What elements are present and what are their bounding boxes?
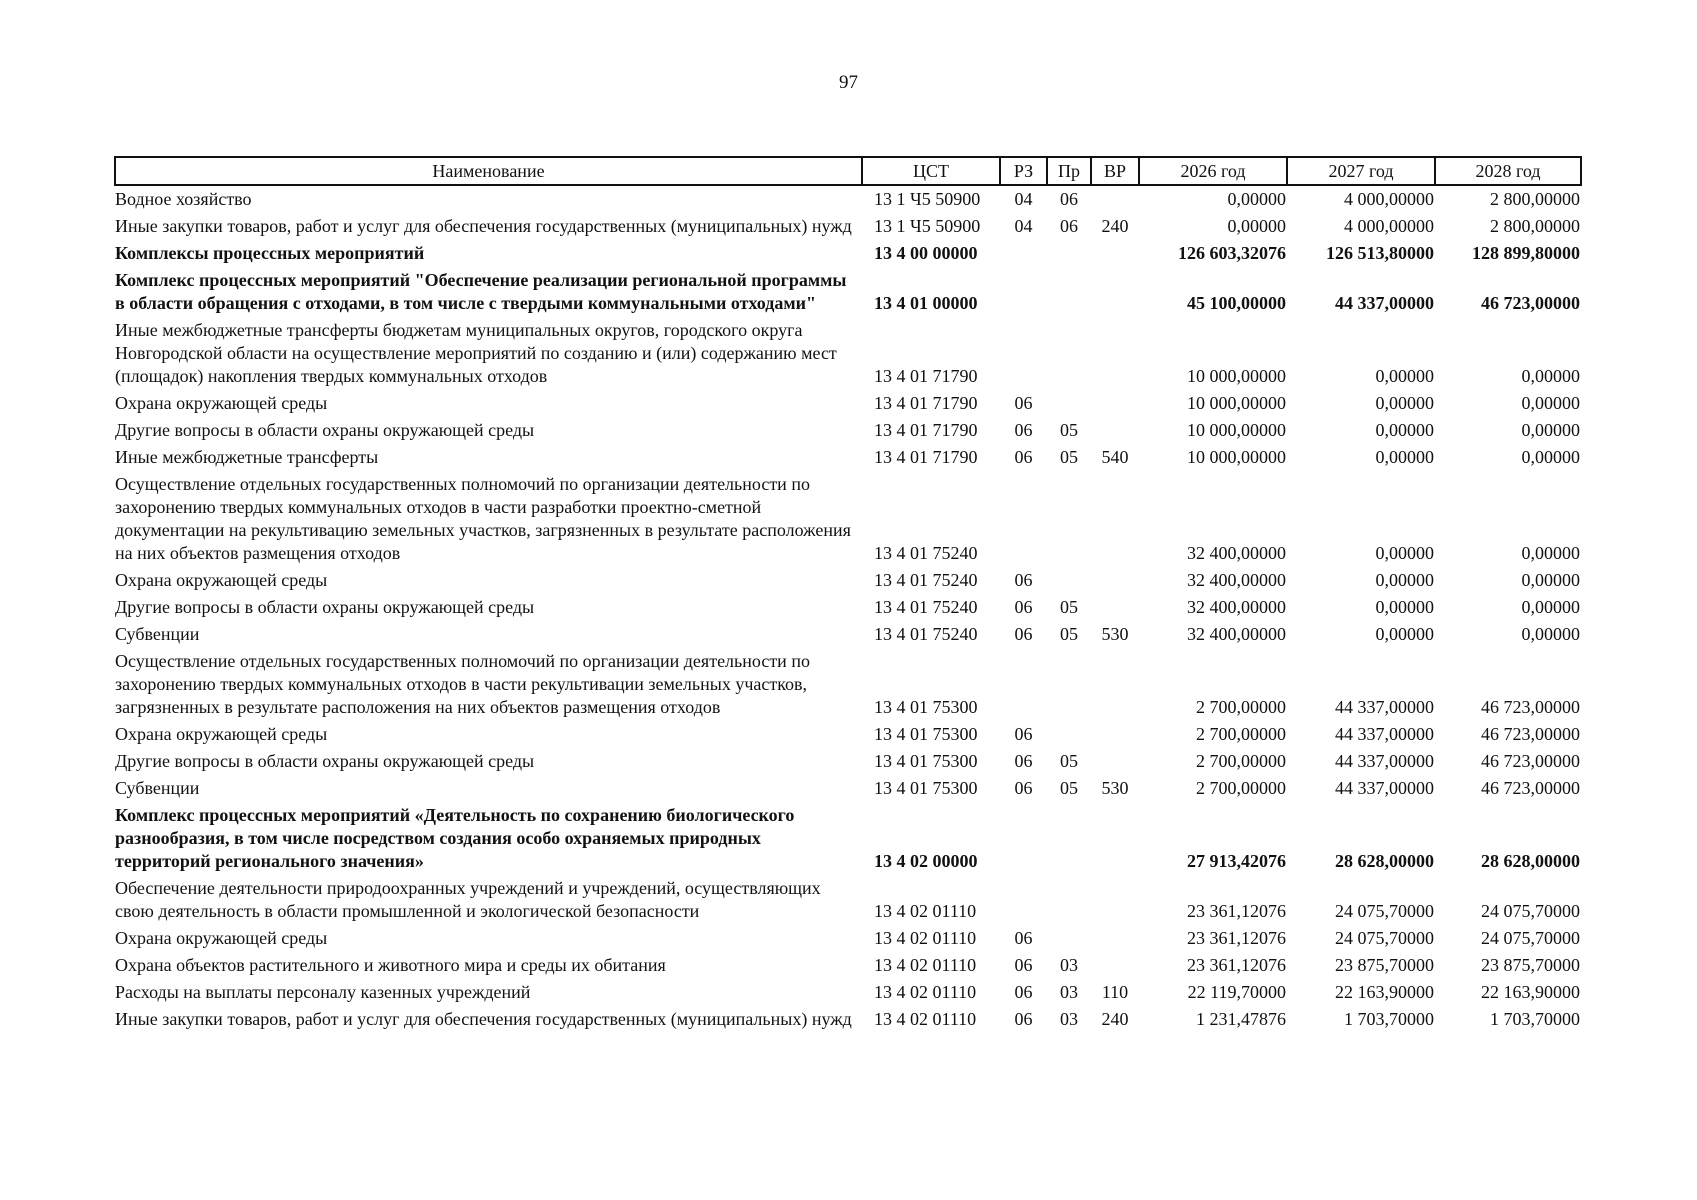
cell-2027: 44 337,00000	[1335, 724, 1434, 744]
cell-cst: 13 4 01 75240	[874, 624, 978, 644]
cell-2026: 23 361,12076	[1187, 928, 1286, 948]
cell-pr	[1047, 240, 1091, 267]
cell-2028: 46 723,00000	[1481, 724, 1580, 744]
cell-vr	[1091, 648, 1139, 721]
cell-name: Иные межбюджетные трансферты бюджетам муниципальных округов, городского округа Новгородской области на осуществление мероприятий по созданию и (или) содержанию мест (площадок) накопления твердых коммунальных отходов	[115, 320, 837, 386]
cell-pr	[1047, 567, 1091, 594]
cell-name: Водное хозяйство	[115, 189, 252, 209]
cell-2027: 0,00000	[1375, 570, 1434, 590]
cell-cst: 13 4 01 75300	[874, 724, 978, 744]
cell-name: Обеспечение деятельности природоохранных учреждений и учреждений, осуществляющих свою деятельность в области промышленной и экологической безопасности	[115, 878, 821, 921]
cell-cst: 13 4 02 00000	[874, 851, 978, 871]
cell-rz	[1000, 802, 1047, 875]
cell-pr	[1047, 802, 1091, 875]
budget-table	[114, 156, 1582, 1033]
cell-vr: 530	[1101, 778, 1129, 798]
cell-pr: 05	[1060, 420, 1078, 440]
cell-cst: 13 1 Ч5 50900	[874, 216, 981, 236]
cell-vr: 110	[1101, 982, 1129, 1002]
table-row	[115, 417, 1581, 444]
cell-cst: 13 4 01 71790	[874, 447, 978, 467]
cell-cst: 13 4 01 75240	[874, 570, 978, 590]
cell-cst: 13 4 02 01110	[874, 955, 977, 975]
cell-name: Субвенции	[115, 624, 200, 644]
cell-cst: 13 4 01 75240	[874, 543, 978, 563]
cell-rz	[1000, 648, 1047, 721]
cell-cst: 13 4 02 01110	[874, 901, 977, 921]
cell-2027: 0,00000	[1375, 447, 1434, 467]
cell-2026: 2 700,00000	[1196, 751, 1286, 771]
table-body	[115, 185, 1581, 1033]
table-row	[115, 802, 1581, 875]
header-pr: Пр	[1047, 157, 1091, 185]
cell-vr	[1091, 875, 1139, 925]
cell-2026: 23 361,12076	[1187, 955, 1286, 975]
cell-pr: 06	[1060, 216, 1078, 236]
cell-2027: 0,00000	[1375, 393, 1434, 413]
cell-2028: 24 075,70000	[1481, 928, 1580, 948]
cell-2027: 44 337,00000	[1335, 697, 1434, 717]
table-row	[115, 979, 1581, 1006]
cell-name: Охрана окружающей среды	[115, 928, 328, 948]
cell-2028: 22 163,90000	[1481, 982, 1580, 1002]
cell-2028: 46 723,00000	[1481, 778, 1580, 798]
cell-2027: 24 075,70000	[1335, 901, 1434, 921]
cell-2028: 46 723,00000	[1481, 697, 1580, 717]
cell-cst: 13 4 02 01110	[874, 1009, 977, 1029]
cell-rz: 06	[1014, 447, 1033, 467]
header-2026: 2026 год	[1139, 157, 1287, 185]
cell-rz: 06	[1014, 928, 1033, 948]
cell-name: Осуществление отдельных государственных полномочий по организации деятельности по захоронению твердых коммунальных отходов в части рекультивации земельных участков, загрязненных в результате расположения на них объектов размещения отходов	[115, 651, 810, 717]
cell-2026: 32 400,00000	[1187, 624, 1286, 644]
cell-rz	[1000, 317, 1047, 390]
cell-name: Другие вопросы в области охраны окружающей среды	[115, 420, 535, 440]
cell-2028: 0,00000	[1521, 447, 1580, 467]
cell-pr	[1047, 648, 1091, 721]
cell-vr	[1091, 240, 1139, 267]
cell-2026: 1 231,47876	[1196, 1009, 1286, 1029]
table-row	[115, 775, 1581, 802]
cell-2028: 2 800,00000	[1490, 189, 1580, 209]
cell-name: Другие вопросы в области охраны окружающей среды	[115, 597, 535, 617]
cell-2027: 126 513,80000	[1326, 243, 1434, 263]
cell-2026: 32 400,00000	[1187, 570, 1286, 590]
cell-vr	[1091, 748, 1139, 775]
cell-pr	[1047, 390, 1091, 417]
cell-rz: 06	[1014, 1009, 1033, 1029]
cell-2027: 23 875,70000	[1335, 955, 1434, 975]
cell-rz: 06	[1014, 420, 1033, 440]
cell-cst: 13 4 01 00000	[874, 293, 978, 313]
cell-vr: 240	[1101, 1009, 1129, 1029]
cell-vr	[1091, 390, 1139, 417]
cell-vr	[1091, 802, 1139, 875]
cell-vr	[1091, 317, 1139, 390]
cell-pr	[1047, 471, 1091, 567]
cell-cst: 13 4 01 71790	[874, 366, 978, 386]
table-row	[115, 594, 1581, 621]
header-rz: РЗ	[1000, 157, 1047, 185]
cell-2028: 0,00000	[1521, 624, 1580, 644]
cell-2026: 32 400,00000	[1187, 597, 1286, 617]
cell-pr	[1047, 721, 1091, 748]
cell-pr	[1047, 925, 1091, 952]
cell-pr: 03	[1060, 955, 1078, 975]
cell-cst: 13 4 01 75300	[874, 778, 978, 798]
cell-2027: 0,00000	[1375, 420, 1434, 440]
cell-name: Комплекс процессных мероприятий "Обеспечение реализации региональной программы в области обращения с отходами, в том числе с твердыми коммунальными отходами"	[115, 270, 847, 313]
cell-vr	[1091, 925, 1139, 952]
cell-2028: 128 899,80000	[1472, 243, 1580, 263]
cell-2027: 4 000,00000	[1344, 189, 1434, 209]
cell-2026: 2 700,00000	[1196, 697, 1286, 717]
cell-cst: 13 4 01 75240	[874, 597, 978, 617]
cell-2027: 24 075,70000	[1335, 928, 1434, 948]
cell-2027: 0,00000	[1375, 624, 1434, 644]
cell-2026: 10 000,00000	[1187, 393, 1286, 413]
table-row	[115, 267, 1581, 317]
table-header-row	[115, 157, 1581, 185]
cell-rz: 06	[1014, 393, 1033, 413]
table-row	[115, 390, 1581, 417]
cell-rz: 06	[1014, 724, 1033, 744]
cell-vr	[1091, 417, 1139, 444]
cell-2028: 28 628,00000	[1481, 851, 1580, 871]
cell-vr	[1091, 185, 1139, 213]
cell-2026: 2 700,00000	[1196, 778, 1286, 798]
cell-pr: 05	[1060, 778, 1078, 798]
table-row	[115, 748, 1581, 775]
cell-rz: 06	[1014, 778, 1033, 798]
cell-name: Осуществление отдельных государственных полномочий по организации деятельности по захоронению твердых коммунальных отходов в части разработки проектно-сметной документации на рекультивацию земельных участков, загрязненных в результате расположения на них объектов размещения отходов	[115, 474, 851, 563]
cell-2026: 32 400,00000	[1187, 543, 1286, 563]
cell-rz: 04	[1014, 216, 1033, 236]
cell-vr	[1091, 267, 1139, 317]
cell-2028: 1 703,70000	[1490, 1009, 1580, 1029]
cell-rz	[1000, 240, 1047, 267]
cell-2026: 10 000,00000	[1187, 366, 1286, 386]
cell-name: Иные закупки товаров, работ и услуг для обеспечения государственных (муниципальных) нужд	[115, 1009, 852, 1029]
cell-rz: 06	[1014, 597, 1033, 617]
cell-2028: 0,00000	[1521, 543, 1580, 563]
cell-pr	[1047, 317, 1091, 390]
table-row	[115, 1006, 1581, 1033]
cell-name: Другие вопросы в области охраны окружающей среды	[115, 751, 535, 771]
cell-name: Субвенции	[115, 778, 200, 798]
cell-2028: 0,00000	[1521, 366, 1580, 386]
cell-2027: 0,00000	[1375, 597, 1434, 617]
cell-name: Охрана окружающей среды	[115, 393, 328, 413]
cell-2026: 10 000,00000	[1187, 420, 1286, 440]
cell-2026: 0,00000	[1227, 189, 1286, 209]
cell-name: Иные закупки товаров, работ и услуг для обеспечения государственных (муниципальных) нужд	[115, 216, 852, 236]
cell-name: Иные межбюджетные трансферты	[115, 447, 379, 467]
cell-2027: 4 000,00000	[1344, 216, 1434, 236]
cell-2028: 0,00000	[1521, 570, 1580, 590]
table-row	[115, 213, 1581, 240]
cell-pr: 05	[1060, 447, 1078, 467]
table-row	[115, 185, 1581, 213]
table-row	[115, 567, 1581, 594]
page-number: 97	[839, 72, 858, 93]
cell-2027: 44 337,00000	[1335, 751, 1434, 771]
cell-vr	[1091, 567, 1139, 594]
cell-cst: 13 4 01 75300	[874, 697, 978, 717]
cell-2027: 0,00000	[1375, 543, 1434, 563]
cell-2027: 44 337,00000	[1335, 293, 1434, 313]
cell-cst: 13 4 02 01110	[874, 982, 977, 1002]
header-name: Наименование	[115, 157, 862, 185]
cell-2026: 23 361,12076	[1187, 901, 1286, 921]
cell-name: Охрана окружающей среды	[115, 724, 328, 744]
cell-cst: 13 4 00 00000	[874, 243, 978, 263]
cell-2026: 2 700,00000	[1196, 724, 1286, 744]
cell-rz: 06	[1014, 982, 1033, 1002]
header-2028: 2028 год	[1435, 157, 1581, 185]
table-row	[115, 648, 1581, 721]
cell-vr: 540	[1101, 447, 1129, 467]
table-row	[115, 621, 1581, 648]
cell-name: Охрана окружающей среды	[115, 570, 328, 590]
cell-pr: 05	[1060, 624, 1078, 644]
cell-2028: 0,00000	[1521, 420, 1580, 440]
table-row	[115, 240, 1581, 267]
cell-2026: 126 603,32076	[1178, 243, 1286, 263]
cell-name: Охрана объектов растительного и животного мира и среды их обитания	[115, 955, 666, 975]
cell-2028: 24 075,70000	[1481, 901, 1580, 921]
cell-2027: 0,00000	[1375, 366, 1434, 386]
table-row	[115, 952, 1581, 979]
table-row	[115, 721, 1581, 748]
cell-rz: 06	[1014, 624, 1033, 644]
cell-cst: 13 4 01 71790	[874, 393, 978, 413]
cell-2026: 45 100,00000	[1187, 293, 1286, 313]
cell-2027: 1 703,70000	[1344, 1009, 1434, 1029]
cell-cst: 13 4 02 01110	[874, 928, 977, 948]
header-vr: ВР	[1091, 157, 1139, 185]
cell-2028: 46 723,00000	[1481, 293, 1580, 313]
cell-name: Комплексы процессных мероприятий	[115, 243, 425, 263]
cell-cst: 13 1 Ч5 50900	[874, 189, 981, 209]
table-row	[115, 875, 1581, 925]
cell-pr	[1047, 267, 1091, 317]
cell-rz: 06	[1014, 955, 1033, 975]
cell-pr: 06	[1060, 189, 1078, 209]
cell-vr	[1091, 952, 1139, 979]
cell-cst: 13 4 01 75300	[874, 751, 978, 771]
cell-pr: 05	[1060, 597, 1078, 617]
cell-2028: 23 875,70000	[1481, 955, 1580, 975]
cell-2028: 2 800,00000	[1490, 216, 1580, 236]
cell-vr	[1091, 721, 1139, 748]
cell-pr	[1047, 875, 1091, 925]
cell-rz: 06	[1014, 570, 1033, 590]
cell-rz	[1000, 875, 1047, 925]
cell-cst: 13 4 01 71790	[874, 420, 978, 440]
cell-2028: 0,00000	[1521, 597, 1580, 617]
cell-2026: 0,00000	[1227, 216, 1286, 236]
cell-2028: 0,00000	[1521, 393, 1580, 413]
cell-rz: 04	[1014, 189, 1033, 209]
cell-pr: 03	[1060, 982, 1078, 1002]
cell-2026: 22 119,70000	[1187, 982, 1286, 1002]
cell-rz	[1000, 267, 1047, 317]
cell-2026: 10 000,00000	[1187, 447, 1286, 467]
cell-pr: 05	[1060, 751, 1078, 771]
cell-vr	[1091, 471, 1139, 567]
table-row	[115, 925, 1581, 952]
cell-2027: 28 628,00000	[1335, 851, 1434, 871]
cell-2027: 22 163,90000	[1335, 982, 1434, 1002]
table-row	[115, 471, 1581, 567]
cell-name: Расходы на выплаты персоналу казенных учреждений	[115, 982, 531, 1002]
cell-vr	[1091, 594, 1139, 621]
cell-pr: 03	[1060, 1009, 1078, 1029]
cell-name: Комплекс процессных мероприятий «Деятельность по сохранению биологического разнообразия, в том числе посредством создания особо охраняемых природных территорий регионального значения»	[115, 805, 795, 871]
header-2027: 2027 год	[1287, 157, 1435, 185]
table-row	[115, 444, 1581, 471]
cell-rz: 06	[1014, 751, 1033, 771]
cell-vr: 240	[1101, 216, 1129, 236]
cell-2027: 44 337,00000	[1335, 778, 1434, 798]
table-row	[115, 317, 1581, 390]
cell-vr: 530	[1101, 624, 1129, 644]
header-cst: ЦСТ	[862, 157, 1000, 185]
cell-2028: 46 723,00000	[1481, 751, 1580, 771]
cell-2026: 27 913,42076	[1187, 851, 1286, 871]
cell-rz	[1000, 471, 1047, 567]
